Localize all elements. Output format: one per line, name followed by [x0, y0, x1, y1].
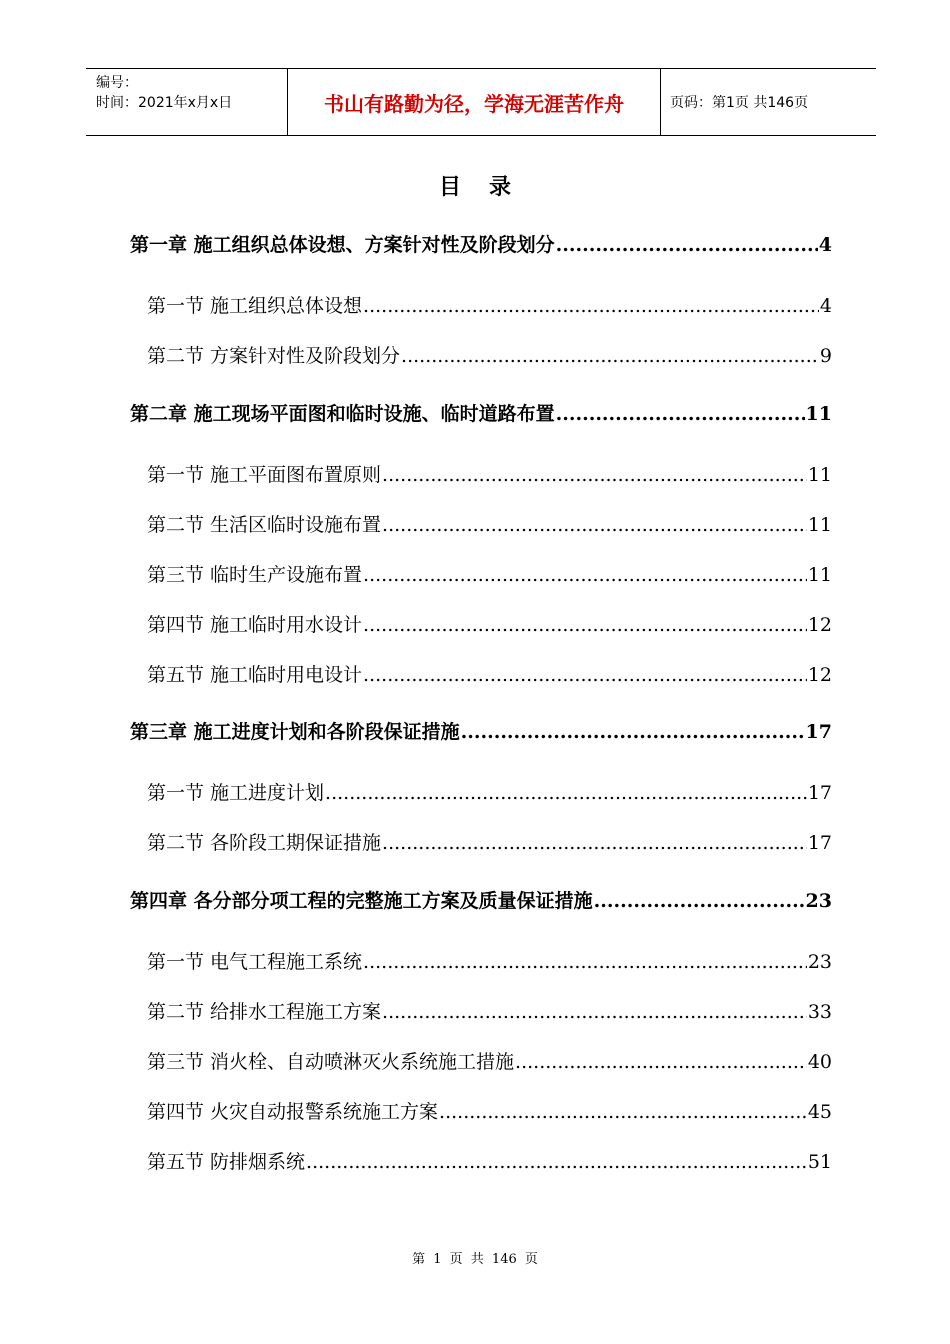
toc-section-2-3-label: 第三节 临时生产设施布置 [147, 564, 363, 586]
toc-section-1-2-label: 第二节 方案针对性及阶段划分 [147, 345, 401, 367]
toc-section-3-1-page: 17 [807, 782, 832, 804]
dot-leader [363, 564, 807, 586]
toc-chapter-3-label: 第三章 施工进度计划和各阶段保证措施 [130, 721, 460, 743]
header-meta [96, 73, 286, 113]
dot-leader [363, 614, 807, 636]
dot-leader [382, 832, 807, 854]
dot-leader [325, 782, 807, 804]
dot-leader [594, 890, 805, 912]
toc-section-3-2[interactable] [147, 828, 832, 855]
toc-section-1-1-label: 第一节 施工组织总体设想 [147, 295, 363, 317]
dot-leader [363, 951, 807, 973]
header-page-info: 页码：第1页 共146页 [670, 95, 809, 111]
toc-chapter-4-page: 23 [805, 890, 832, 912]
toc-chapter-1-page: 4 [818, 234, 832, 256]
toc-section-4-1-label: 第一节 电气工程施工系统 [147, 951, 363, 973]
toc-section-2-3-page: 11 [807, 564, 832, 586]
toc-chapter-4[interactable] [130, 886, 832, 913]
toc-section-2-4-label: 第四节 施工临时用水设计 [147, 614, 363, 636]
dot-leader [401, 345, 819, 367]
dot-leader [382, 1001, 807, 1023]
dot-leader [382, 514, 807, 536]
toc-section-4-4-page: 45 [807, 1101, 832, 1123]
toc-section-4-2-label: 第二节 给排水工程施工方案 [147, 1001, 382, 1023]
toc-section-2-4[interactable] [147, 610, 832, 637]
dot-leader [306, 1151, 807, 1173]
toc-section-4-3[interactable] [147, 1047, 832, 1074]
toc-section-4-1[interactable] [147, 947, 832, 974]
toc-section-4-2-page: 33 [807, 1001, 832, 1023]
toc-chapter-3[interactable] [130, 717, 832, 744]
toc-section-4-5[interactable] [147, 1147, 832, 1174]
toc-chapter-2[interactable] [130, 399, 832, 426]
toc-section-2-5-label: 第五节 施工临时用电设计 [147, 664, 363, 686]
toc-section-1-1[interactable] [147, 291, 832, 318]
toc-chapter-4-label: 第四章 各分部分项工程的完整施工方案及质量保证措施 [130, 890, 593, 912]
dot-leader [382, 464, 807, 486]
toc-section-4-4-label: 第四节 火灾自动报警系统施工方案 [147, 1101, 439, 1123]
toc-section-3-1-label: 第一节 施工进度计划 [147, 782, 325, 804]
toc-section-3-2-page: 17 [807, 832, 832, 854]
toc-section-1-2[interactable] [147, 341, 832, 368]
toc-section-4-5-label: 第五节 防排烟系统 [147, 1151, 306, 1173]
toc-section-4-3-label: 第三节 消火栓、自动喷淋灭火系统施工措施 [147, 1051, 515, 1073]
toc-section-2-5[interactable] [147, 660, 832, 687]
dot-leader [556, 403, 805, 425]
toc-section-2-3[interactable] [147, 560, 832, 587]
toc-section-2-2-label: 第二节 生活区临时设施布置 [147, 514, 382, 536]
header-time: 时间：2021年x月x日 [96, 95, 233, 111]
toc-section-2-1-label: 第一节 施工平面图布置原则 [147, 464, 382, 486]
toc-section-2-4-page: 12 [807, 614, 832, 636]
page-footer: 第 1 页 共 146 页 [412, 1252, 538, 1267]
toc-section-2-2-page: 11 [807, 514, 832, 536]
dot-leader [363, 295, 819, 317]
page-header [86, 68, 876, 136]
toc-section-4-3-page: 40 [807, 1051, 832, 1073]
header-motto: 书山有路勤为径，学海无涯苦作舟 [324, 91, 624, 116]
toc-section-4-4[interactable] [147, 1097, 832, 1124]
toc-section-4-5-page: 51 [807, 1151, 832, 1173]
toc-chapter-2-page: 11 [805, 403, 832, 425]
toc-chapter-2-label: 第二章 施工现场平面图和临时设施、临时道路布置 [130, 403, 555, 425]
toc-chapter-3-page: 17 [805, 721, 832, 743]
toc-chapter-1[interactable] [130, 230, 832, 257]
toc-section-4-2[interactable] [147, 997, 832, 1024]
toc-section-2-1-page: 11 [807, 464, 832, 486]
dot-leader [556, 234, 818, 256]
toc-section-2-1[interactable] [147, 460, 832, 487]
dot-leader [515, 1051, 807, 1073]
toc-section-3-2-label: 第二节 各阶段工期保证措施 [147, 832, 382, 854]
toc-title: 目录 [438, 174, 539, 200]
toc-section-1-1-page: 4 [819, 295, 832, 317]
header-divider-right [660, 69, 661, 135]
toc-section-4-1-page: 23 [807, 951, 832, 973]
dot-leader [363, 664, 807, 686]
dot-leader [439, 1101, 807, 1123]
toc-section-2-2[interactable] [147, 510, 832, 537]
toc-section-1-2-page: 9 [819, 345, 832, 367]
toc-chapter-1-label: 第一章 施工组织总体设想、方案针对性及阶段划分 [130, 234, 555, 256]
dot-leader [461, 721, 805, 743]
toc-section-3-1[interactable] [147, 778, 832, 805]
header-number: 编号： [96, 75, 138, 91]
toc-section-2-5-page: 12 [807, 664, 832, 686]
